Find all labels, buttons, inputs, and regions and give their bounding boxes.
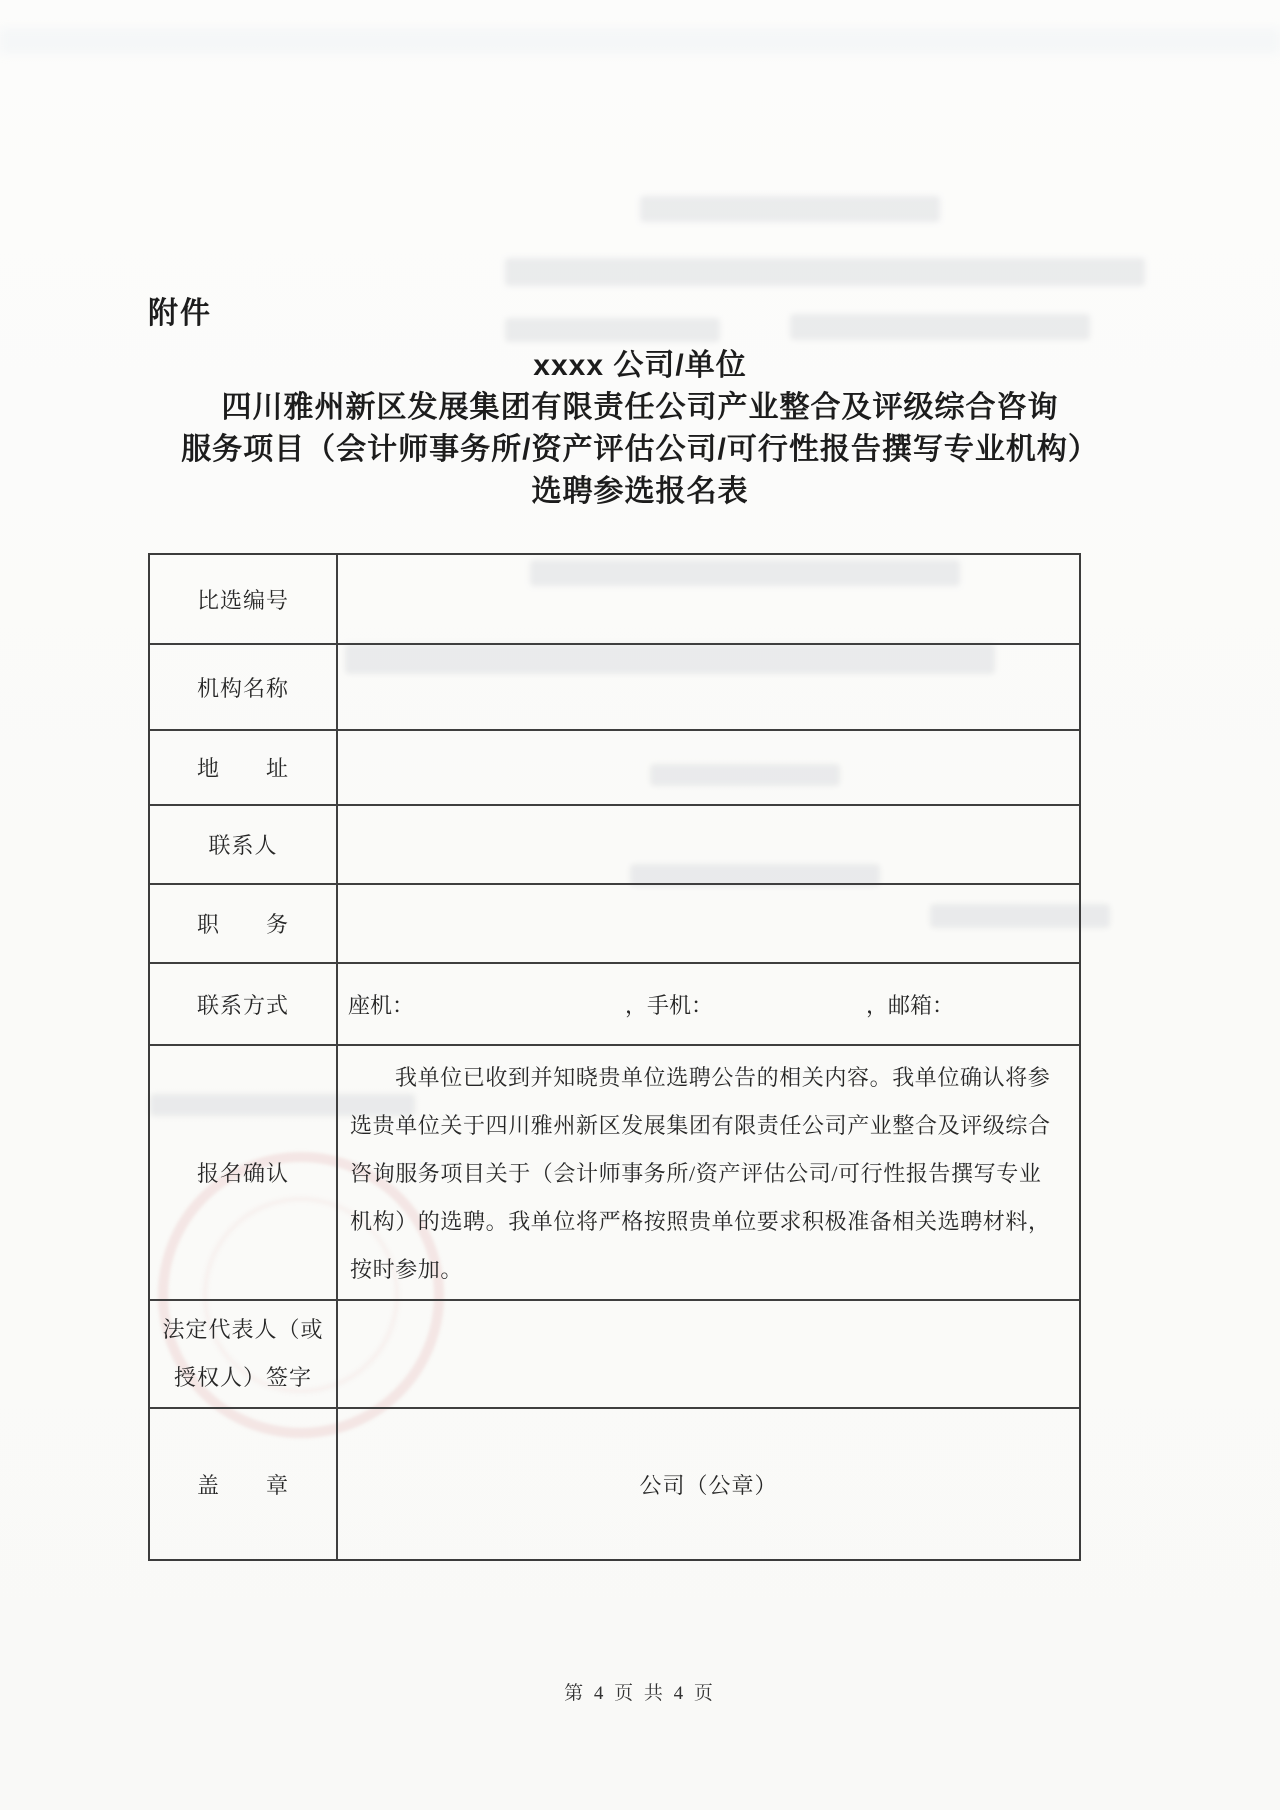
table-row-selection-number [150,555,1079,643]
form-title: 选聘参选报名表 [531,475,749,508]
bleedthrough-artifact [640,196,940,222]
table-row-registration-confirmation [150,1044,1079,1299]
row-label-address: 地 址 [150,731,338,804]
bleedthrough-artifact [790,314,1090,340]
organization-name-value-cell [338,645,1079,729]
seal-value-cell: 公司（公章） [639,1472,778,1498]
selection-number-value-cell [338,555,1079,643]
label-line: 法定代表人（或 [162,1317,324,1342]
email-label: ，邮箱： [866,992,955,1018]
row-label-contact-methods: 联系方式 [150,964,338,1044]
confirmation-line: 选贵单位关于四川雅州新区发展集团有限责任公司产业整合及评级综合 [350,1113,1051,1138]
form-company-line: xxxx 公司/单位 [533,349,747,382]
row-label-selection-number: 比选编号 [150,555,338,643]
registration-form-table [148,553,1081,1561]
scan-artifact-band [0,28,1280,54]
confirmation-line: 机构）的选聘。我单位将严格按照贵单位要求积极准备相关选聘材料， [350,1209,1051,1234]
bleedthrough-artifact [505,258,1145,286]
document-title-line-2: 服务项目（会计师事务所/资产评估公司/可行性报告撰写专业机构） [181,433,1099,466]
table-row-contact-person [150,804,1079,883]
row-label-seal: 盖 章 [150,1409,338,1559]
table-row-position [150,883,1079,962]
position-value-cell [338,885,1079,962]
attachment-label: 附件 [148,297,212,330]
row-label-registration-confirmation: 报名确认 [150,1046,338,1299]
signature-value-cell [338,1301,1079,1407]
contact-person-value-cell [338,806,1079,883]
label-line: 授权人）签字 [173,1365,312,1390]
address-value-cell [338,731,1079,804]
table-row-legal-representative-signature [150,1299,1079,1407]
row-label-organization-name: 机构名称 [150,645,338,729]
bleedthrough-artifact [505,318,720,342]
table-row-seal [150,1407,1079,1559]
confirmation-line: 按时参加。 [350,1257,464,1282]
row-label-legal-representative-signature [150,1301,338,1407]
row-label-contact-person: 联系人 [150,806,338,883]
landline-label: 座机： [348,992,415,1018]
row-label-position: 职 务 [150,885,338,962]
mobile-label: ，手机： [625,992,714,1018]
page-number-indicator: 第 4 页 共 4 页 [564,1683,716,1704]
registration-confirmation-text [338,1046,1079,1299]
document-title-line-1: 四川雅州新区发展集团有限责任公司产业整合及评级综合咨询 [221,391,1059,424]
confirmation-line: 咨询服务项目关于（会计师事务所/资产评估公司/可行性报告撰写专业 [350,1161,1042,1186]
table-row-address [150,729,1079,804]
confirmation-line: 我单位已收到并知晓贵单位选聘公告的相关内容。我单位确认将参 [395,1065,1051,1090]
table-row-contact-methods [150,962,1079,1044]
table-row-organization-name [150,643,1079,729]
contact-methods-value-cell [338,964,1079,1044]
